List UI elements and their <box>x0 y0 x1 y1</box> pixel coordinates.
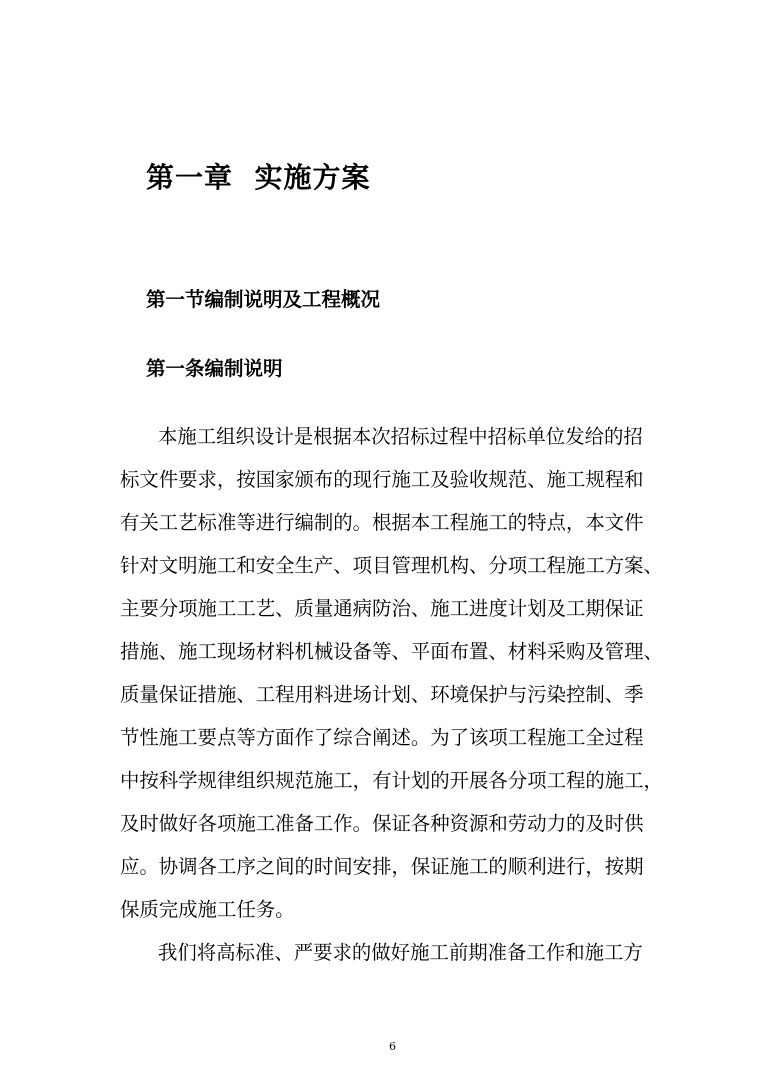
paragraph-line: 本施工组织设计是根据本次招标过程中招标单位发给的招 <box>158 425 643 448</box>
paragraph-line: 有关工艺标准等进行编制的。根据本工程施工的特点，本文件 <box>120 511 644 534</box>
paragraph-line: 标文件要求，按国家颁布的现行施工及验收规范、施工规程和 <box>120 468 644 491</box>
article-title: 第一条编制说明 <box>146 357 283 380</box>
paragraph-line: 节性施工要点等方面作了综合阐述。为了该项工程施工全过程 <box>120 726 644 749</box>
paragraph-line: 及时做好各项施工准备工作。保证各种资源和劳动力的及时供 <box>120 812 644 835</box>
chapter-title: 第一章 实施方案 <box>146 161 371 194</box>
paragraph-line: 主要分项施工工艺、质量通病防治、施工进度计划及工期保证 <box>120 597 644 620</box>
paragraph-line: 保质完成施工任务。 <box>120 898 295 921</box>
paragraph-line: 针对文明施工和安全生产、项目管理机构、分项工程施工方案、 <box>120 554 663 577</box>
paragraph-line: 质量保证措施、工程用料进场计划、环境保护与污染控制、季 <box>120 683 644 706</box>
paragraph-line: 我们将高标准、严要求的做好施工前期准备工作和施工方 <box>158 941 643 964</box>
document-body <box>120 424 663 983</box>
section-title: 第一节编制说明及工程概况 <box>146 288 381 311</box>
paragraph-line: 措施、施工现场材料机械设备等、平面布置、材料采购及管理、 <box>120 640 663 663</box>
page-number: 6 <box>389 1040 396 1053</box>
paragraph-line: 中按科学规律组织规范施工，有计划的开展各分项工程的施工， <box>120 769 663 792</box>
paragraph-line: 应。协调各工序之间的时间安排，保证施工的顺利进行，按期 <box>120 855 644 878</box>
